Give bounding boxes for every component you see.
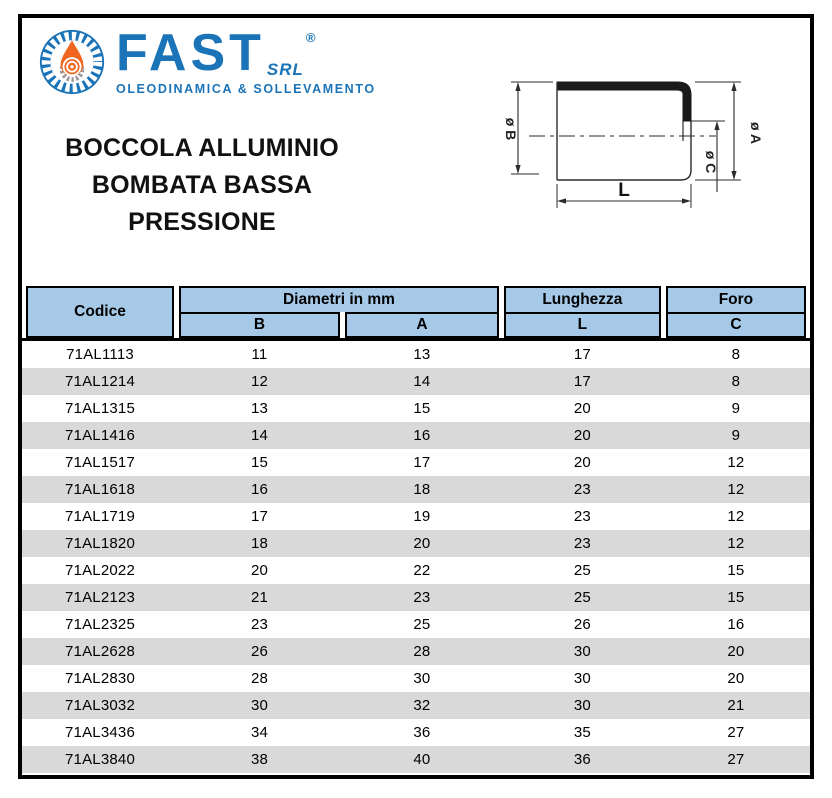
- cell-b: 14: [250, 427, 269, 444]
- cell-codice: 71AL1315: [65, 400, 136, 417]
- table-row: [22, 503, 810, 530]
- header-col-a: A: [345, 312, 499, 338]
- table-row: [22, 368, 810, 395]
- cell-b: 28: [250, 670, 269, 687]
- bushing-section-drawing: [479, 24, 809, 269]
- table-row: [22, 746, 810, 773]
- title-line-3: PRESSIONE: [128, 208, 276, 236]
- cell-codice: 71AL1618: [65, 481, 136, 498]
- title-line-2: BOMBATA BASSA: [91, 171, 313, 199]
- cell-c: 27: [727, 724, 745, 741]
- cell-c: 12: [727, 454, 745, 471]
- cell-c: 8: [731, 373, 741, 390]
- cell-a: 20: [413, 535, 431, 552]
- cell-codice: 71AL1416: [65, 427, 136, 444]
- table-row: [22, 395, 810, 422]
- header-codice: Codice: [26, 286, 174, 338]
- cell-l: 20: [573, 454, 591, 471]
- header-diametri: Diametri in mm: [179, 286, 499, 312]
- brand-name: FAST: [116, 24, 265, 82]
- cell-c: 20: [727, 670, 745, 687]
- cell-codice: 71AL3840: [65, 751, 136, 768]
- header-col-c: C: [666, 312, 806, 338]
- cell-l: 30: [573, 697, 591, 714]
- cell-b: 20: [250, 562, 269, 579]
- cell-codice: 71AL1719: [65, 508, 136, 525]
- table-row: [22, 665, 810, 692]
- cell-b: 17: [250, 508, 269, 525]
- cell-a: 15: [413, 400, 431, 417]
- cell-c: 15: [727, 589, 745, 606]
- cell-c: 16: [727, 616, 745, 633]
- cell-l: 30: [573, 670, 591, 687]
- cell-l: 25: [573, 589, 591, 606]
- brand-tagline: OLEODINAMICA & SOLLEVAMENTO: [116, 81, 376, 96]
- cell-codice: 71AL2830: [65, 670, 136, 687]
- cell-c: 8: [731, 346, 741, 363]
- cell-b: 11: [251, 346, 268, 363]
- cell-l: 30: [573, 643, 591, 660]
- cell-codice: 71AL2628: [65, 643, 136, 660]
- cell-c: 21: [727, 697, 745, 714]
- cell-codice: 71AL1820: [65, 535, 136, 552]
- gear-drop-icon: [38, 28, 106, 96]
- cell-c: 9: [731, 427, 741, 444]
- cell-codice: 71AL1113: [66, 346, 134, 363]
- cell-c: 12: [727, 508, 745, 525]
- cell-b: 16: [250, 481, 269, 498]
- dim-label-c: ø C: [703, 150, 719, 174]
- cell-l: 20: [573, 400, 591, 417]
- cell-b: 26: [250, 643, 269, 660]
- table-row: [22, 584, 810, 611]
- table-row: [22, 719, 810, 746]
- cell-a: 16: [413, 427, 431, 444]
- table-body: [22, 341, 810, 773]
- cell-c: 15: [727, 562, 745, 579]
- technical-drawing: [479, 24, 809, 269]
- table-row: [22, 557, 810, 584]
- cell-a: 40: [413, 751, 431, 768]
- cell-l: 17: [573, 373, 591, 390]
- table-row: [22, 476, 810, 503]
- cell-b: 30: [250, 697, 269, 714]
- cell-codice: 71AL2022: [65, 562, 136, 579]
- cell-codice: 71AL2123: [65, 589, 136, 606]
- cell-codice: 71AL3032: [65, 697, 136, 714]
- cell-a: 17: [413, 454, 431, 471]
- table-row: [22, 692, 810, 719]
- cell-l: 26: [573, 616, 591, 633]
- cell-l: 20: [573, 427, 591, 444]
- dim-label-a: ø A: [748, 121, 764, 145]
- cell-a: 32: [413, 697, 431, 714]
- cell-c: 27: [727, 751, 745, 768]
- cell-a: 22: [413, 562, 431, 579]
- cell-c: 9: [731, 400, 741, 417]
- header-lunghezza: Lunghezza: [504, 286, 661, 312]
- cell-l: 17: [573, 346, 591, 363]
- spec-table: [22, 286, 810, 773]
- cell-a: 36: [413, 724, 431, 741]
- table-row: [22, 611, 810, 638]
- registered-mark: ®: [305, 29, 316, 45]
- cell-b: 23: [250, 616, 269, 633]
- cell-c: 12: [727, 535, 745, 552]
- table-row: [22, 422, 810, 449]
- dim-label-b: ø B: [503, 117, 519, 141]
- page-title: [50, 130, 354, 241]
- header-col-l: L: [504, 312, 661, 338]
- cell-c: 20: [727, 643, 745, 660]
- table-row: [22, 638, 810, 665]
- wordmark-block: [116, 24, 376, 96]
- header-zone: [22, 18, 810, 286]
- table-row: [22, 530, 810, 557]
- cell-l: 35: [573, 724, 591, 741]
- cell-l: 25: [573, 562, 591, 579]
- cell-codice: 71AL1214: [65, 373, 136, 390]
- dim-label-l: L: [618, 180, 630, 201]
- cell-a: 19: [413, 508, 431, 525]
- cell-b: 15: [250, 454, 269, 471]
- cell-l: 23: [573, 481, 591, 498]
- cell-b: 34: [250, 724, 269, 741]
- page-frame: [18, 14, 814, 779]
- cell-a: 13: [413, 346, 431, 363]
- cell-c: 12: [727, 481, 745, 498]
- cell-l: 36: [573, 751, 591, 768]
- table-row: [22, 449, 810, 476]
- cell-codice: 71AL2325: [65, 616, 136, 633]
- cell-b: 13: [250, 400, 269, 417]
- company-logo: [38, 24, 376, 96]
- cell-l: 23: [573, 535, 591, 552]
- cell-a: 30: [413, 670, 431, 687]
- cell-l: 23: [573, 508, 591, 525]
- table-header: [22, 286, 810, 338]
- cell-b: 21: [250, 589, 269, 606]
- cell-b: 12: [250, 373, 269, 390]
- cell-a: 14: [413, 373, 431, 390]
- cell-a: 18: [413, 481, 431, 498]
- brand-suffix: SRL: [266, 59, 304, 79]
- cell-b: 18: [250, 535, 269, 552]
- table-row: [22, 341, 810, 368]
- cell-a: 25: [413, 616, 431, 633]
- cell-a: 28: [413, 643, 431, 660]
- cell-b: 38: [250, 751, 269, 768]
- header-col-b: B: [179, 312, 340, 338]
- cell-codice: 71AL1517: [65, 454, 136, 471]
- header-foro: Foro: [666, 286, 806, 312]
- cell-a: 23: [413, 589, 431, 606]
- cell-codice: 71AL3436: [65, 724, 136, 741]
- title-line-1: BOCCOLA ALLUMINIO: [65, 134, 339, 162]
